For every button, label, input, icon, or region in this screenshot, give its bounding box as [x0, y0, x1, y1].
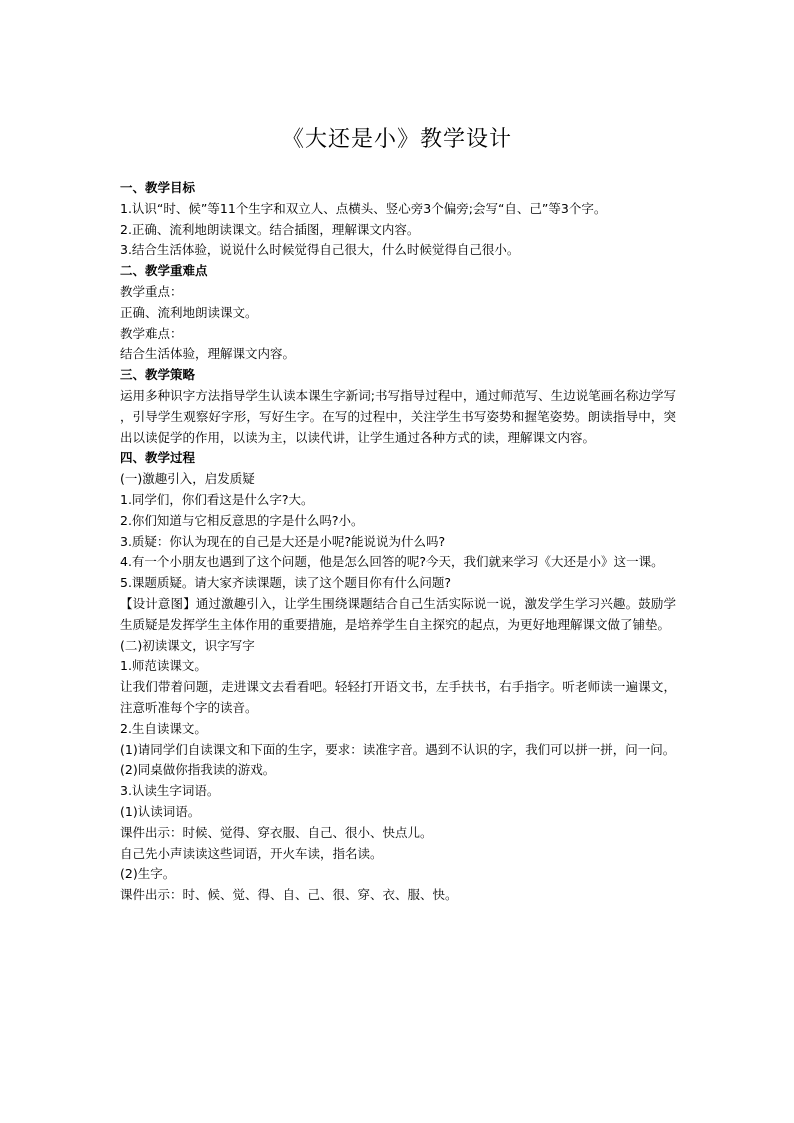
paragraph: 2.你们知道与它相反意思的字是什么吗?小。 [120, 512, 364, 528]
paragraph: 正确、流利地朗读课文。 [120, 304, 258, 320]
paragraph: 结合生活体验，理解课文内容。 [120, 346, 296, 362]
paragraph: 自己先小声读读这些词语，开火车读，指名读。 [120, 845, 383, 861]
paragraph: 4.有一个小朋友也遇到了这个问题，他是怎么回答的呢?今天，我们就来学习《大还是小》这一课。 [120, 554, 664, 570]
paragraph: 1.师范读课文。 [120, 658, 207, 674]
paragraph: 教学重点： [120, 283, 183, 299]
section-heading: 一、教学目标 [120, 180, 196, 195]
paragraph: 【设计意图】通过激趣引入，让学生围绕课题结合自己生活实际说一说，激发学生学习兴趣。鼓励学生质疑是发挥学生主体作用的重要措施，是培养学生自主探究的起点，为更好地理解课文做了铺垫。 [120, 595, 676, 632]
paragraph: 1.同学们，你们看这是什么字?大。 [120, 491, 314, 507]
paragraph: 1.认识“时、候”等11个生字和双立人、点横头、竖心旁3个偏旁;会写“自、己”等3个字。 [120, 200, 607, 216]
paragraph: (一)激趣引入，启发质疑 [120, 471, 255, 487]
paragraph: (1)请同学们自读课文和下面的生字，要求：读准字音。遇到不认识的字，我们可以拼一拼，问一问。 [120, 741, 676, 757]
paragraph: (二)初读课文，识字写字 [120, 637, 255, 653]
paragraph: 课件出示：时、候、觉、得、自、己、很、穿、衣、服、快。 [120, 887, 458, 903]
document-title: 《大还是小》教学设计 [281, 127, 512, 152]
section-heading: 二、教学重难点 [120, 263, 208, 279]
document-body [120, 178, 676, 906]
paragraph: (2)同桌做你指我读的游戏。 [120, 762, 276, 778]
paragraph: (2)生字。 [120, 866, 176, 882]
paragraph: 3.认读生字词语。 [120, 783, 220, 799]
paragraph: 运用多种识字方法指导学生认读本课生字新词;书写指导过程中，通过师范写、生边说笔画名称边学写，引导学生观察好字形，写好生字。在写的过程中，关注学生书写姿势和握笔姿势。朗读指导中，突出以读促学的作用，以读为主，以读代讲，让学生通过各种方式的读，理解课文内容。 [120, 387, 676, 445]
paragraph: 5.课题质疑。请大家齐读课题，读了这个题目你有什么问题? [120, 575, 452, 591]
paragraph: 2.生自读课文。 [120, 720, 207, 736]
paragraph: 让我们带着问题，走进课文去看看吧。轻轻打开语文书，左手扶书，右手指字。听老师读一遍课文，注意听准每个字的读音。 [120, 679, 676, 715]
paragraph: 3.质疑：你认为现在的自己是大还是小呢?能说说为什么吗? [120, 533, 446, 549]
paragraph: 课件出示：时候、觉得、穿衣服、自己、很小、快点儿。 [120, 824, 433, 840]
paragraph: 教学难点： [120, 325, 183, 341]
paragraph: 3.结合生活体验，说说什么时候觉得自己很大，什么时候觉得自己很小。 [120, 242, 520, 258]
paragraph: 2.正确、流利地朗读课文。结合插图，理解课文内容。 [120, 221, 420, 237]
paragraph: (1)认读词语。 [120, 803, 201, 819]
section-heading: 三、教学策略 [120, 367, 196, 383]
section-heading: 四、教学过程 [120, 450, 196, 466]
